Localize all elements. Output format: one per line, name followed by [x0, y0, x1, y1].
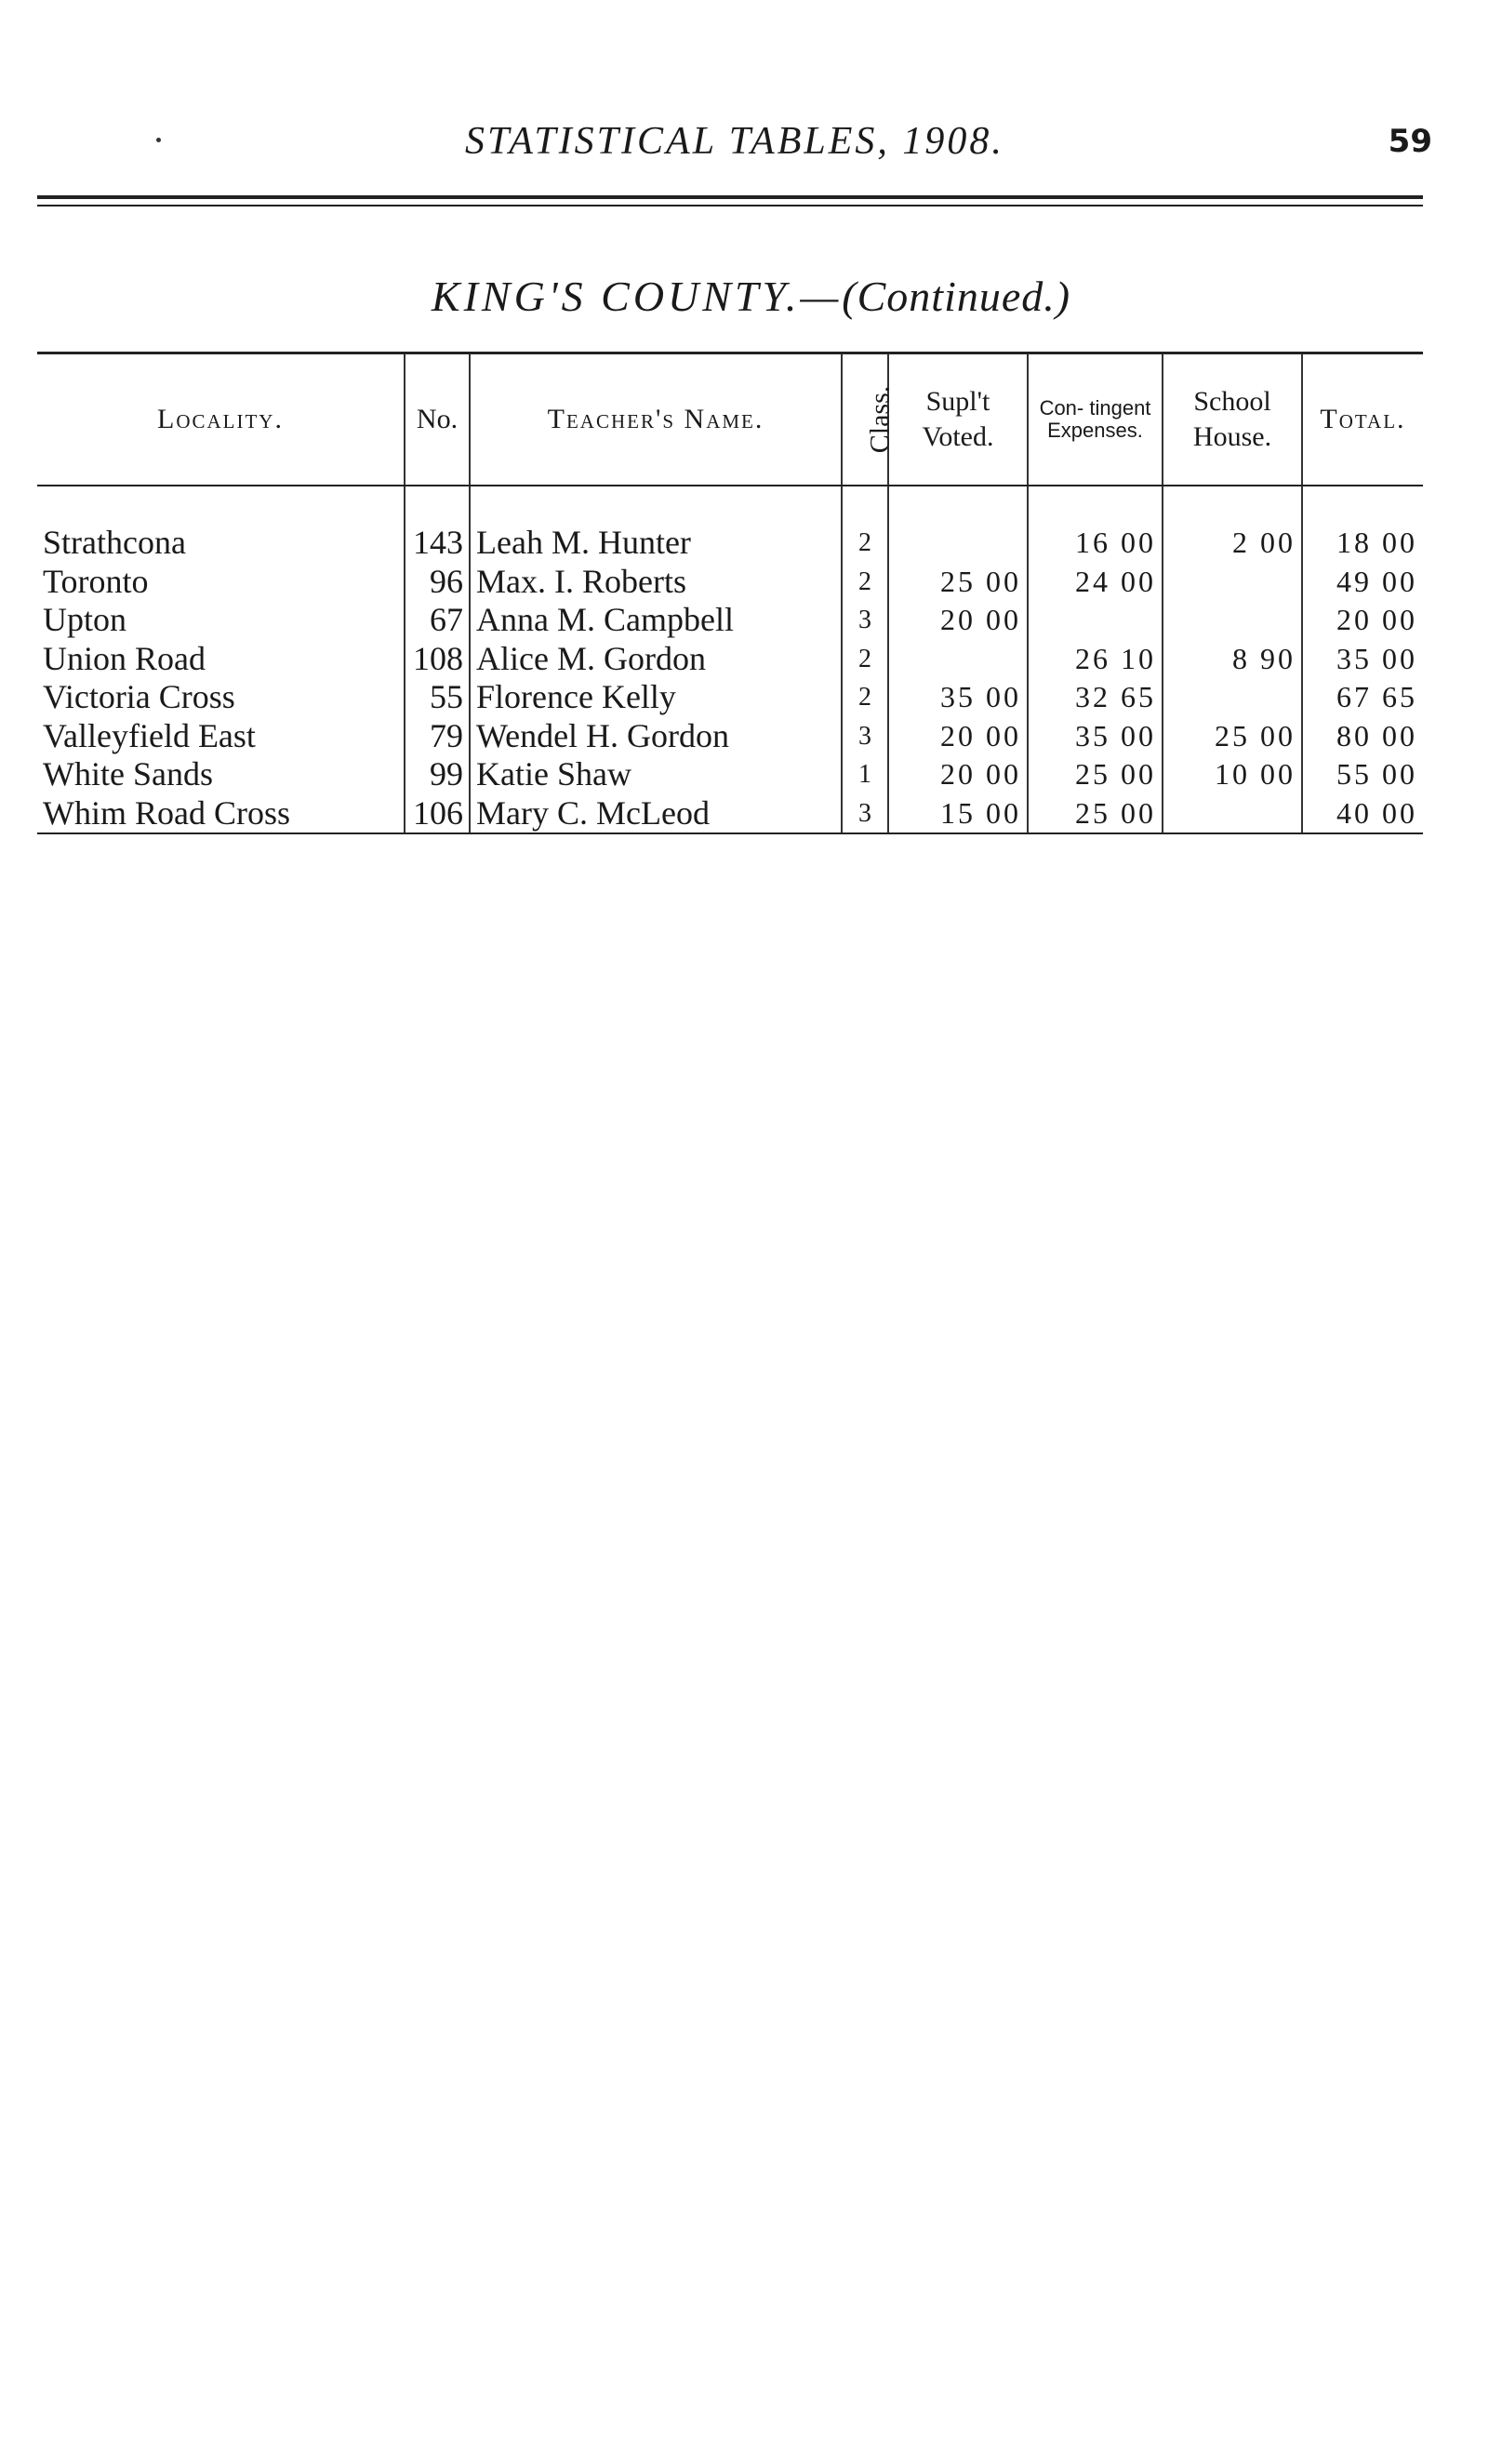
header-rule-thick — [37, 195, 1423, 199]
cell-teacher: Florence Kelly — [470, 678, 842, 717]
col-header-class-label: Class. — [864, 385, 896, 454]
cell-no: 99 — [405, 755, 470, 794]
cell-suplt-voted: 20 00 — [888, 601, 1028, 640]
cell-contingent: 32 65 — [1028, 678, 1163, 717]
cell-suplt-voted — [888, 640, 1028, 679]
cell-no: 55 — [405, 678, 470, 717]
col-header-locality: Locality. — [37, 353, 405, 486]
page-number: 59 — [1388, 123, 1432, 160]
col-header-contingent: Con- tingent Expenses. — [1028, 353, 1163, 486]
cell-locality: White Sands — [43, 755, 213, 792]
county-title-continued: (Continued.) — [842, 273, 1071, 320]
cell-class: 3 — [842, 601, 888, 640]
col-header-school-house: School House. — [1163, 353, 1302, 486]
cell-no: 143 — [405, 486, 470, 563]
statistics-table — [37, 352, 1423, 834]
cell-class: 2 — [842, 640, 888, 679]
cell-contingent: 24 00 — [1028, 563, 1163, 602]
table-row — [37, 678, 1423, 717]
cell-teacher: Katie Shaw — [470, 755, 842, 794]
col-header-no: No. — [405, 353, 470, 486]
table-row — [37, 563, 1423, 602]
cell-class: 1 — [842, 755, 888, 794]
cell-suplt-voted: 20 00 — [888, 717, 1028, 756]
table-row — [37, 601, 1423, 640]
cell-school-house — [1163, 678, 1302, 717]
cell-locality: Victoria Cross — [43, 678, 235, 715]
cell-suplt-voted: 20 00 — [888, 755, 1028, 794]
cell-school-house: 8 90 — [1163, 640, 1302, 679]
cell-teacher: Anna M. Campbell — [470, 601, 842, 640]
cell-teacher: Wendel H. Gordon — [470, 717, 842, 756]
cell-suplt-voted — [888, 486, 1028, 563]
cell-school-house — [1163, 794, 1302, 834]
cell-contingent: 25 00 — [1028, 755, 1163, 794]
cell-contingent: 16 00 — [1028, 486, 1163, 563]
cell-school-house: 25 00 — [1163, 717, 1302, 756]
cell-contingent: 25 00 — [1028, 794, 1163, 834]
table-header-row — [37, 353, 1423, 486]
cell-no: 67 — [405, 601, 470, 640]
cell-no: 96 — [405, 563, 470, 602]
cell-locality: Union Road — [43, 639, 206, 677]
cell-total: 49 00 — [1302, 563, 1423, 602]
county-title — [0, 272, 1502, 321]
cell-no: 79 — [405, 717, 470, 756]
cell-no: 108 — [405, 640, 470, 679]
county-title-main: KING'S COUNTY.— — [431, 273, 843, 320]
header-rule-thin — [37, 205, 1423, 206]
cell-locality: Toronto — [43, 562, 149, 600]
cell-school-house — [1163, 601, 1302, 640]
cell-locality: Whim Road Cross — [37, 794, 405, 834]
running-title: STATISTICAL TABLES, 1908. — [465, 120, 1004, 163]
running-head — [37, 119, 1432, 175]
cell-locality: Strathcona — [43, 524, 186, 561]
cell-total: 80 00 — [1302, 717, 1423, 756]
cell-total: 67 65 — [1302, 678, 1423, 717]
cell-locality: Valleyfield East — [43, 716, 256, 754]
col-header-class — [842, 353, 896, 486]
cell-locality: Upton — [43, 601, 126, 638]
cell-suplt-voted: 15 00 — [888, 794, 1028, 834]
cell-suplt-voted: 25 00 — [888, 563, 1028, 602]
cell-total: 20 00 — [1302, 601, 1423, 640]
cell-class: 2 — [842, 563, 888, 602]
table-row — [37, 717, 1423, 756]
cell-total: 55 00 — [1302, 755, 1423, 794]
cell-school-house: 2 00 — [1163, 486, 1302, 563]
table-row — [37, 486, 1423, 563]
col-header-suplt-voted: Supl't Voted. — [888, 353, 1028, 486]
cell-contingent: 26 10 — [1028, 640, 1163, 679]
cell-contingent — [1028, 601, 1163, 640]
cell-teacher: Leah M. Hunter — [470, 486, 842, 563]
cell-teacher: Max. I. Roberts — [470, 563, 842, 602]
cell-no: 106 — [405, 794, 470, 834]
cell-class: 3 — [842, 717, 888, 756]
col-header-total: Total. — [1302, 353, 1423, 486]
cell-suplt-voted: 35 00 — [888, 678, 1028, 717]
cell-school-house — [1163, 563, 1302, 602]
cell-class: 3 — [842, 794, 888, 834]
cell-teacher: Mary C. McLeod — [470, 794, 842, 834]
cell-total: 35 00 — [1302, 640, 1423, 679]
statistics-table-wrapper — [37, 352, 1423, 834]
cell-teacher: Alice M. Gordon — [470, 640, 842, 679]
col-header-teacher: Teacher's Name. — [470, 353, 842, 486]
table-row — [37, 794, 1423, 834]
table-row — [37, 640, 1423, 679]
ink-dot — [156, 138, 161, 142]
cell-total: 40 00 — [1302, 794, 1423, 834]
cell-contingent: 35 00 — [1028, 717, 1163, 756]
cell-class: 2 — [842, 678, 888, 717]
table-row — [37, 755, 1423, 794]
cell-total: 18 00 — [1302, 486, 1423, 563]
cell-school-house: 10 00 — [1163, 755, 1302, 794]
cell-class: 2 — [842, 486, 888, 563]
